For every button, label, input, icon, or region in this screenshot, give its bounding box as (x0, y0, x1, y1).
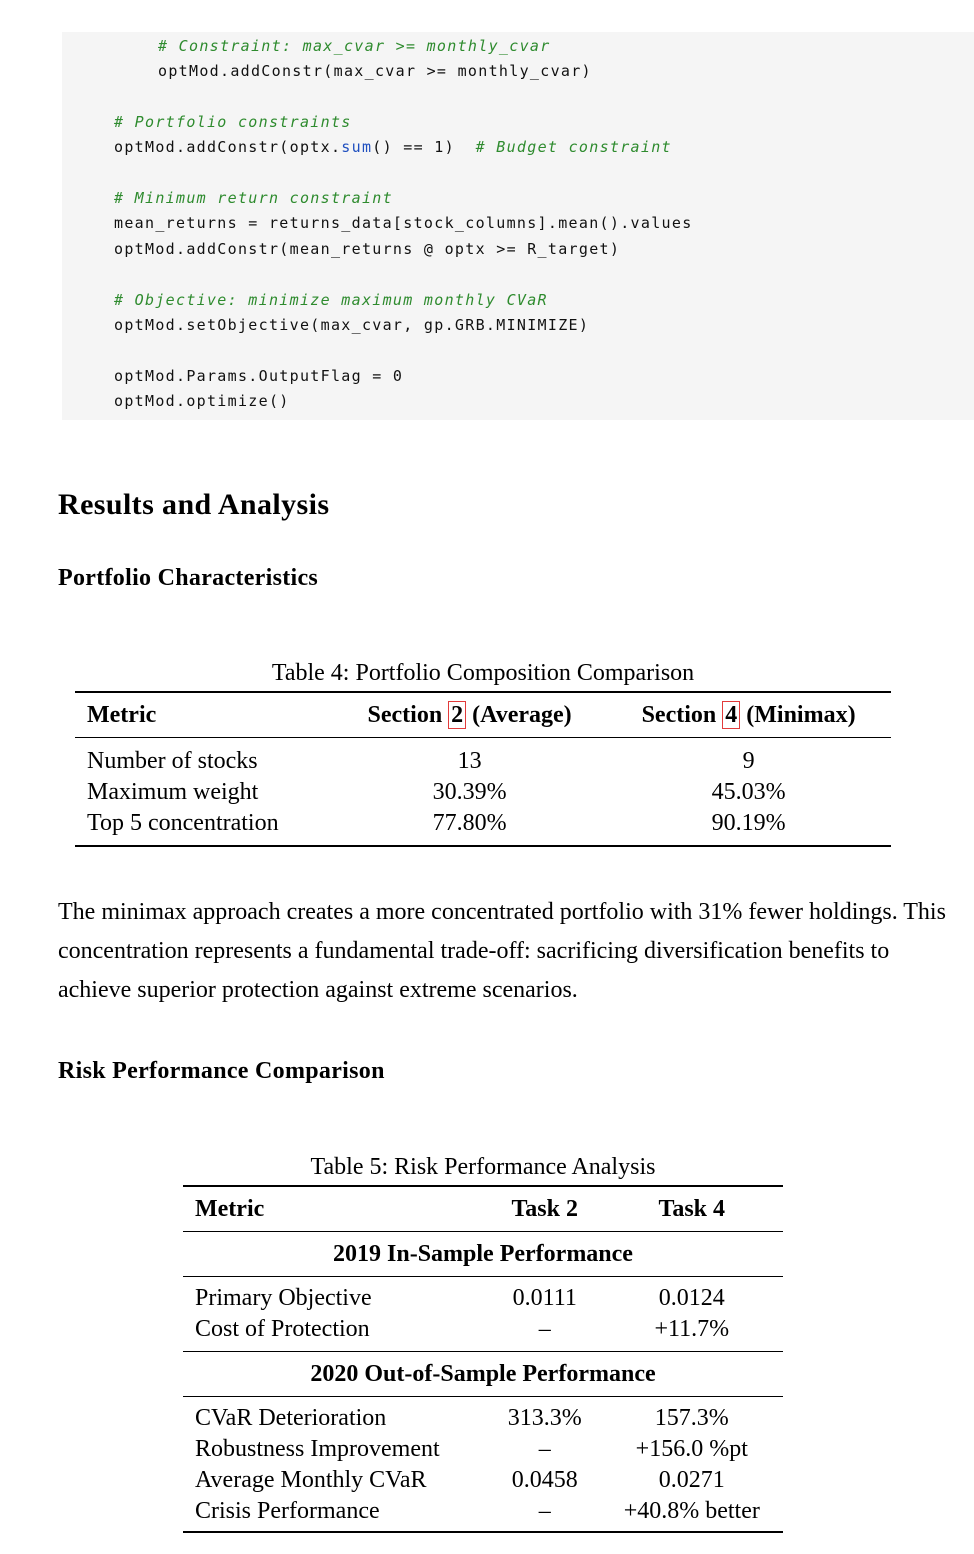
row-value-minimax: 9 (742, 748, 755, 774)
row-value-task4: +11.7% (654, 1316, 730, 1342)
group-label: 2020 Out-of-Sample Performance (310, 1361, 656, 1387)
body-paragraph: The minimax approach creates a more concentrated portfolio with 31% fewer holdings. This concentration represents a fundamental trade-off: sacrificing diversification benefits to achieve superior protection against extreme scenarios. (58, 899, 946, 1003)
row-value-minimax: 90.19% (711, 810, 786, 836)
row-value-task4: +156.0 %pt (635, 1436, 748, 1462)
row-value-task2: – (538, 1498, 551, 1524)
table-row (183, 1496, 783, 1532)
row-value-task2: 313.3% (507, 1405, 582, 1431)
group-row (183, 1352, 783, 1397)
group-label: 2019 In-Sample Performance (333, 1241, 633, 1267)
table-row (75, 808, 891, 846)
table-header-row (75, 692, 891, 738)
table-row (183, 1397, 783, 1435)
subsection-title-risk: Risk Performance Comparison (58, 1058, 385, 1084)
section-title: Results and Analysis (58, 488, 330, 521)
row-value-minimax: 45.03% (711, 779, 786, 805)
code-line: optMod.addConstr(optx.sum() == 1) # Budget constraint (114, 138, 672, 156)
row-metric: Maximum weight (87, 779, 259, 805)
table4-caption: Table 4: Portfolio Composition Comparison (271, 660, 695, 686)
row-value-average: 77.80% (432, 810, 507, 836)
subsection-title-portfolio: Portfolio Characteristics (58, 565, 319, 591)
table-row (183, 1465, 783, 1496)
row-metric: Average Monthly CVaR (195, 1467, 427, 1493)
row-metric: CVaR Deterioration (195, 1405, 387, 1431)
row-value-average: 13 (457, 748, 482, 774)
table-row (75, 746, 891, 777)
table-row (183, 1434, 783, 1465)
header-section-average: Section 2 (Average) (367, 702, 572, 728)
group-row (183, 1232, 783, 1277)
section-ref-link[interactable]: 2 (448, 701, 466, 729)
row-metric: Cost of Protection (195, 1316, 370, 1342)
row-metric: Top 5 concentration (87, 810, 279, 836)
code-line: optMod.addConstr(mean_returns @ optx >= R_target) (114, 240, 621, 258)
row-metric: Crisis Performance (195, 1498, 380, 1524)
table-row (183, 1314, 783, 1352)
code-line: optMod.optimize() (114, 392, 290, 410)
table-row (75, 777, 891, 808)
code-line: optMod.Params.OutputFlag = 0 (114, 367, 404, 385)
code-line: optMod.setObjective(max_cvar, gp.GRB.MINIMIZE) (114, 316, 590, 334)
row-value-task4: 0.0271 (658, 1467, 725, 1493)
table5 (183, 1185, 783, 1533)
row-value-task4: 0.0124 (658, 1285, 725, 1311)
code-block (62, 32, 974, 420)
row-value-task4: 157.3% (654, 1405, 729, 1431)
table-header-row (183, 1186, 783, 1232)
table5-caption: Table 5: Risk Performance Analysis (310, 1154, 656, 1180)
code-line: optMod.addConstr(max_cvar >= monthly_cvar) (158, 62, 592, 80)
table4 (75, 691, 891, 847)
header-task4: Task 4 (658, 1196, 726, 1222)
header-section-minimax: Section 4 (Minimax) (641, 702, 856, 728)
row-value-task2: – (538, 1316, 551, 1342)
code-line: # Objective: minimize maximum monthly CVaR (114, 291, 548, 309)
row-value-task2: 0.0111 (512, 1285, 577, 1311)
row-metric: Robustness Improvement (195, 1436, 440, 1462)
row-metric: Primary Objective (195, 1285, 372, 1311)
header-task2: Task 2 (511, 1196, 578, 1222)
section-ref-link[interactable]: 4 (722, 701, 740, 729)
code-line: mean_returns = returns_data[stock_columns].mean().values (114, 214, 693, 232)
row-value-task2: 0.0458 (511, 1467, 578, 1493)
header-metric: Metric (87, 702, 157, 728)
table-row (183, 1277, 783, 1315)
row-value-average: 30.39% (432, 779, 507, 805)
code-line: # Minimum return constraint (114, 189, 393, 207)
header-metric: Metric (195, 1196, 265, 1222)
code-line: # Constraint: max_cvar >= monthly_cvar (158, 37, 551, 55)
row-value-task2: – (538, 1436, 551, 1462)
row-value-task4: +40.8% better (623, 1498, 760, 1524)
code-line: # Portfolio constraints (114, 113, 352, 131)
row-metric: Number of stocks (87, 748, 258, 774)
